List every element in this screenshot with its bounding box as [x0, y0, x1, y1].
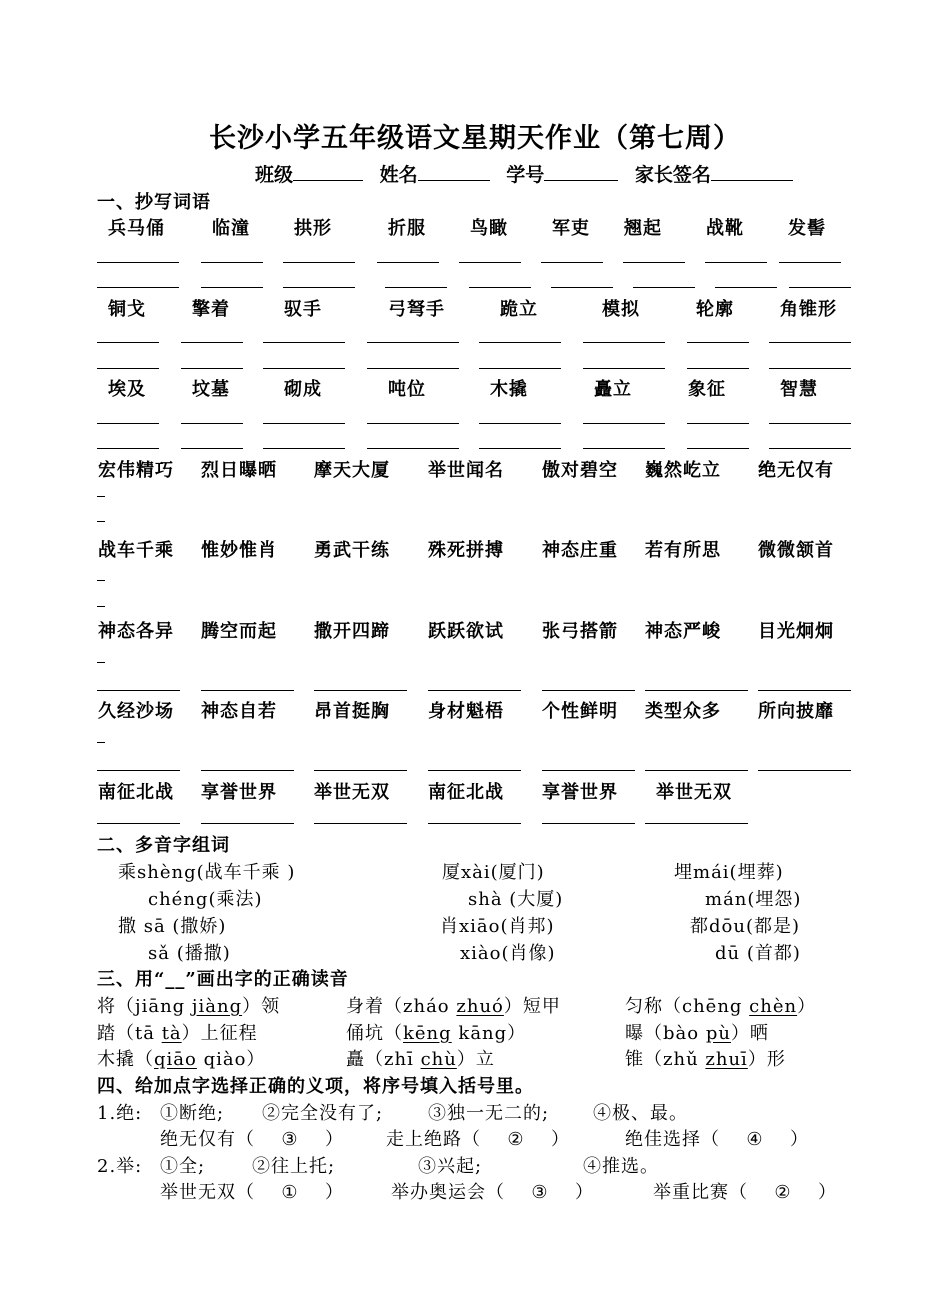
writing-line[interactable]	[769, 368, 851, 369]
writing-line[interactable]	[181, 448, 243, 449]
word: 翘起	[624, 218, 662, 239]
writing-line[interactable]	[428, 770, 521, 771]
writing-line[interactable]	[551, 287, 613, 288]
writing-line[interactable]	[97, 580, 105, 581]
writing-line[interactable]	[97, 606, 105, 607]
writing-line[interactable]	[181, 423, 243, 424]
word: 矗立	[594, 379, 632, 400]
word: 砌成	[284, 379, 322, 400]
answer-box[interactable]: ①	[281, 1182, 299, 1203]
writing-line[interactable]	[385, 287, 447, 288]
parent-label: 家长签名	[634, 164, 711, 186]
writing-line[interactable]	[479, 423, 561, 424]
pronunciation-item: 木撬（qiāo qiào）	[97, 1049, 266, 1070]
polyphone-item: dū (首都)	[715, 943, 801, 964]
writing-line[interactable]	[623, 262, 685, 263]
writing-line[interactable]	[97, 823, 180, 824]
word: 鸟瞰	[470, 218, 508, 239]
underlined-answer: zhuī	[705, 1049, 748, 1070]
writing-line[interactable]	[97, 662, 105, 663]
writing-line[interactable]	[97, 690, 180, 691]
idiom: 目光炯炯	[758, 621, 834, 642]
writing-line[interactable]	[633, 287, 695, 288]
word: 模拟	[602, 299, 640, 320]
polyphone-item: 撒 sā (撒娇)	[118, 916, 227, 937]
word: 木撬	[490, 379, 528, 400]
student-info-line	[255, 160, 803, 187]
question-stem: 2.举:	[97, 1156, 143, 1177]
name-field[interactable]	[418, 162, 490, 181]
idiom: 殊死拼搏	[428, 540, 504, 561]
writing-line[interactable]	[769, 423, 851, 424]
answer-box[interactable]: ③	[281, 1129, 299, 1150]
idiom: 微微颔首	[758, 540, 834, 561]
writing-line[interactable]	[263, 448, 345, 449]
writing-line[interactable]	[645, 770, 748, 771]
polyphone-item: 乘shèng(战车千乘 )	[118, 862, 296, 883]
writing-line[interactable]	[201, 690, 294, 691]
writing-line[interactable]	[428, 690, 521, 691]
writing-line[interactable]	[687, 368, 749, 369]
writing-line[interactable]	[314, 690, 407, 691]
idiom: 腾空而起	[201, 621, 277, 642]
option: ④推选。	[583, 1156, 659, 1177]
pronunciation-item: 俑坑（kēng kāng）	[346, 1023, 527, 1044]
word: 吨位	[388, 379, 426, 400]
idiom: 身材魁梧	[428, 701, 504, 722]
word: 驭手	[284, 299, 322, 320]
class-field[interactable]	[293, 162, 363, 181]
idiom: 举世无双	[314, 782, 390, 803]
writing-line[interactable]	[479, 448, 561, 449]
idiom: 勇武干练	[314, 540, 390, 561]
section1-heading: 一、抄写词语	[97, 192, 211, 213]
underlined-answer: chù	[420, 1049, 457, 1070]
idiom: 跃跃欲试	[428, 621, 504, 642]
underlined-answer: tà	[161, 1023, 182, 1044]
writing-line[interactable]	[314, 823, 407, 824]
writing-line[interactable]	[97, 496, 105, 497]
writing-line[interactable]	[97, 342, 159, 343]
option: ③兴起;	[418, 1156, 483, 1177]
writing-line[interactable]	[789, 287, 851, 288]
idiom: 战车千乘	[98, 540, 174, 561]
option: ①断绝;	[160, 1103, 225, 1124]
writing-line[interactable]	[201, 287, 263, 288]
idiom: 所向披靡	[758, 701, 834, 722]
polyphone-item: sǎ (播撒)	[148, 943, 231, 964]
answer-item: 举世无双（ ① ）	[160, 1182, 344, 1203]
pronunciation-item: 曝（bào pù）晒	[625, 1023, 769, 1044]
underlined-answer: chèn	[749, 996, 798, 1017]
word: 发髻	[788, 218, 826, 239]
idiom: 若有所思	[645, 540, 721, 561]
idiom: 张弓搭箭	[542, 621, 618, 642]
idiom: 个性鲜明	[542, 701, 618, 722]
idiom: 傲对碧空	[542, 460, 618, 481]
writing-line[interactable]	[428, 823, 521, 824]
idiom: 惟妙惟肖	[201, 540, 277, 561]
class-label: 班级	[255, 164, 294, 186]
idiom: 昂首挺胸	[314, 701, 390, 722]
writing-line[interactable]	[263, 368, 345, 369]
writing-line[interactable]	[97, 448, 159, 449]
idiom: 烈日曝晒	[201, 460, 277, 481]
idiom: 撒开四蹄	[314, 621, 390, 642]
writing-line[interactable]	[769, 342, 851, 343]
writing-line[interactable]	[201, 770, 294, 771]
answer-item: 绝佳选择（ ④ ）	[625, 1129, 809, 1150]
writing-line[interactable]	[583, 342, 665, 343]
word: 角锥形	[780, 299, 837, 320]
option: ④极、最。	[593, 1103, 688, 1124]
answer-box[interactable]: ②	[774, 1182, 792, 1203]
idiom: 神态严峻	[645, 621, 721, 642]
word: 铜戈	[108, 299, 146, 320]
polyphone-item: 肖xiāo(肖邦)	[440, 916, 555, 937]
writing-line[interactable]	[181, 342, 243, 343]
word: 战靴	[706, 218, 744, 239]
writing-line[interactable]	[687, 342, 749, 343]
writing-line[interactable]	[97, 287, 179, 288]
word: 临潼	[212, 218, 250, 239]
option: ①全;	[160, 1156, 206, 1177]
word: 轮廓	[696, 299, 734, 320]
idiom: 绝无仅有	[758, 460, 834, 481]
writing-line[interactable]	[283, 287, 355, 288]
writing-line[interactable]	[769, 448, 851, 449]
idiom: 巍然屹立	[645, 460, 721, 481]
answer-box[interactable]: ④	[746, 1129, 764, 1150]
underlined-answer: jiàng	[191, 996, 243, 1017]
writing-line[interactable]	[583, 423, 665, 424]
name-label: 姓名	[379, 164, 418, 186]
writing-line[interactable]	[542, 770, 635, 771]
polyphone-item: 埋mái(埋葬)	[674, 862, 784, 883]
writing-line[interactable]	[758, 690, 851, 691]
answer-item: 绝无仅有（ ③ ）	[160, 1129, 344, 1150]
writing-line[interactable]	[779, 262, 841, 263]
section4-heading: 四、给加点字选择正确的义项，将序号填入括号里。	[97, 1076, 534, 1097]
word: 跪立	[500, 299, 538, 320]
writing-line[interactable]	[715, 287, 777, 288]
word: 折服	[388, 218, 426, 239]
idiom: 神态各异	[98, 621, 174, 642]
writing-line[interactable]	[541, 262, 603, 263]
writing-line[interactable]	[687, 423, 749, 424]
section2-heading: 二、多音字组词	[97, 835, 230, 856]
writing-line[interactable]	[469, 287, 531, 288]
writing-line[interactable]	[97, 262, 179, 263]
option: ②往上托;	[252, 1156, 336, 1177]
answer-box[interactable]: ②	[507, 1129, 525, 1150]
writing-line[interactable]	[367, 342, 459, 343]
underlined-answer: zhuó	[456, 996, 504, 1017]
word: 埃及	[108, 379, 146, 400]
answer-item: 举办奥运会（ ③ ）	[391, 1182, 594, 1203]
option: ③独一无二的;	[428, 1103, 550, 1124]
word: 智慧	[780, 379, 818, 400]
writing-line[interactable]	[97, 423, 159, 424]
idiom: 神态庄重	[542, 540, 618, 561]
option: ②完全没有了;	[262, 1103, 384, 1124]
writing-line[interactable]	[377, 262, 439, 263]
pronunciation-item: 身着（zháo zhuó）短甲	[346, 996, 561, 1017]
question-stem: 1.绝:	[97, 1103, 143, 1124]
word: 军吏	[552, 218, 590, 239]
idiom: 久经沙场	[98, 701, 174, 722]
pronunciation-item: 矗（zhī chù）立	[346, 1049, 495, 1070]
answer-item: 走上绝路（ ② ）	[386, 1129, 570, 1150]
idiom: 摩天大厦	[314, 460, 390, 481]
writing-line[interactable]	[542, 823, 635, 824]
writing-line[interactable]	[459, 262, 521, 263]
writing-line[interactable]	[263, 423, 345, 424]
writing-line[interactable]	[181, 368, 243, 369]
polyphone-item: chéng(乘法)	[148, 889, 263, 910]
writing-line[interactable]	[583, 368, 665, 369]
writing-line[interactable]	[97, 521, 105, 522]
polyphone-item: 厦xài(厦门)	[442, 862, 545, 883]
writing-line[interactable]	[97, 742, 105, 743]
idiom: 享誉世界	[542, 782, 618, 803]
pronunciation-item: 锥（zhǔ zhuī）形	[625, 1049, 786, 1070]
idiom: 宏伟精巧	[98, 460, 174, 481]
pronunciation-item: 将（jiāng jiàng）领	[97, 996, 281, 1017]
section3-heading: 三、用“__”画出字的正确读音	[97, 969, 349, 990]
pronunciation-item: 匀称（chēng chèn）	[625, 996, 817, 1017]
writing-line[interactable]	[758, 770, 851, 771]
idiom: 享誉世界	[201, 782, 277, 803]
word: 象征	[688, 379, 726, 400]
writing-line[interactable]	[97, 770, 180, 771]
page-title: 长沙小学五年级语文星期天作业（第七周）	[209, 123, 741, 154]
idiom: 举世闻名	[428, 460, 504, 481]
underlined-answer: kēng	[403, 1023, 452, 1044]
writing-line[interactable]	[645, 823, 748, 824]
writing-line[interactable]	[263, 342, 345, 343]
number-field[interactable]	[544, 162, 618, 181]
idiom: 南征北战	[428, 782, 504, 803]
polyphone-item: xiào(肖像)	[460, 943, 556, 964]
idiom: 类型众多	[645, 701, 721, 722]
idiom: 举世无双	[656, 782, 732, 803]
writing-line[interactable]	[367, 423, 459, 424]
writing-line[interactable]	[542, 690, 635, 691]
answer-item: 举重比赛（ ② ）	[653, 1182, 837, 1203]
writing-line[interactable]	[283, 262, 355, 263]
idiom: 神态自若	[201, 701, 277, 722]
writing-line[interactable]	[705, 262, 767, 263]
word: 坟墓	[192, 379, 230, 400]
writing-line[interactable]	[367, 368, 459, 369]
writing-line[interactable]	[201, 823, 294, 824]
writing-line[interactable]	[479, 342, 561, 343]
word: 弓弩手	[388, 299, 445, 320]
word: 兵马俑	[108, 218, 165, 239]
writing-line[interactable]	[645, 690, 748, 691]
idiom: 南征北战	[98, 782, 174, 803]
number-label: 学号	[506, 164, 545, 186]
writing-line[interactable]	[367, 448, 459, 449]
underlined-answer: qiāo	[154, 1049, 197, 1070]
polyphone-item: mán(埋怨)	[705, 889, 802, 910]
polyphone-item: shà (大厦)	[468, 889, 564, 910]
writing-line[interactable]	[201, 262, 263, 263]
writing-line[interactable]	[583, 448, 665, 449]
answer-box[interactable]: ③	[531, 1182, 549, 1203]
writing-line[interactable]	[479, 368, 561, 369]
writing-line[interactable]	[687, 448, 749, 449]
parent-signature-field[interactable]	[711, 162, 793, 181]
writing-line[interactable]	[314, 770, 407, 771]
word: 擎着	[192, 299, 230, 320]
writing-line[interactable]	[97, 368, 159, 369]
polyphone-item: 都dōu(都是)	[690, 916, 800, 937]
pronunciation-item: 踏（tā tà）上征程	[97, 1023, 258, 1044]
word: 拱形	[294, 218, 332, 239]
underlined-answer: pù	[705, 1023, 731, 1044]
